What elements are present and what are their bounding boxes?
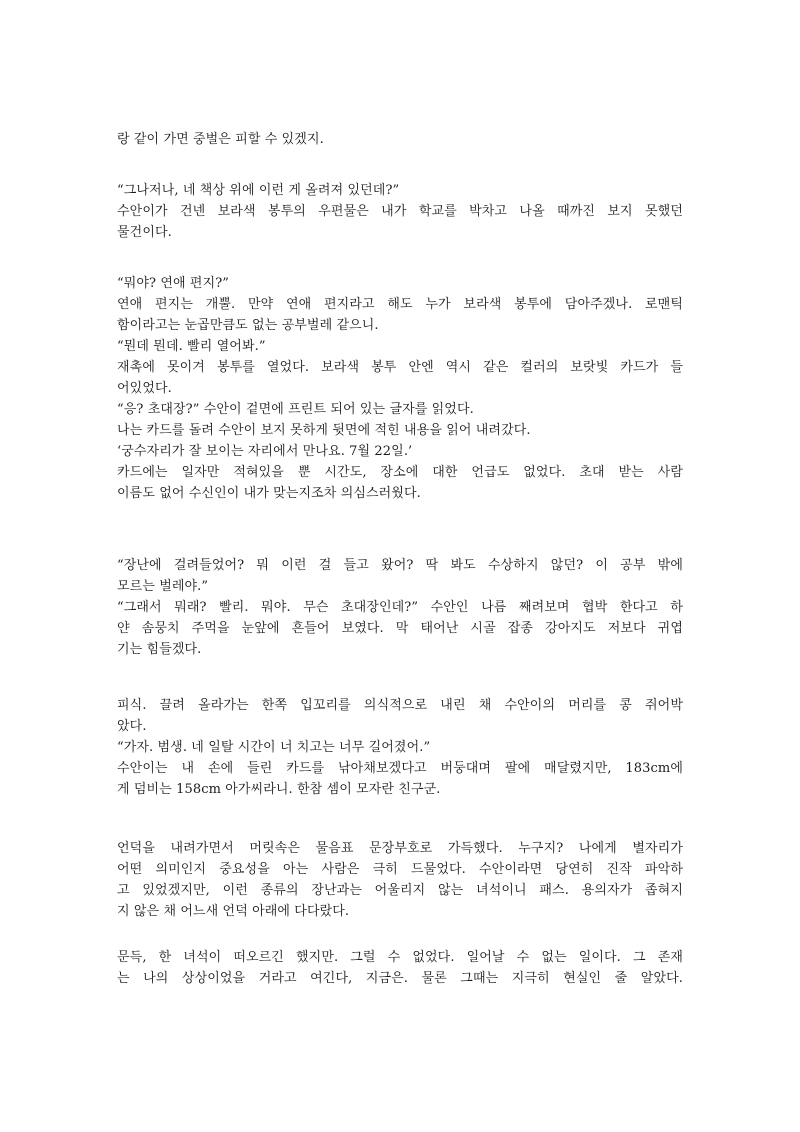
paragraph [117, 180, 683, 243]
text-line: 랑 같이 가면 중벌은 피할 수 있겠지. [117, 132, 324, 147]
text-line: 모르는 벌레야.” [117, 579, 209, 594]
text-line: 물건이다. [117, 225, 172, 240]
text-line: 피식. 끌려 올라가는 한쪽 입꼬리를 의식적으로 내린 채 수안이의 머리를 콩 쥐어박 [117, 698, 683, 713]
text-line: “장난에 걸려들었어? 뭐 이런 걸 들고 왔어? 딱 봐도 수상하지 않던? 이 공부 밖에 [117, 558, 683, 573]
text-line: 나는 카드를 돌려 수안이 보지 못하게 뒷면에 적힌 내용을 읽어 내려갔다. [117, 423, 531, 438]
text-line: 연애 편지는 개뿔. 만약 연애 편지라고 해도 누가 보라색 봉투에 담아주겠나. 로맨틱 [117, 297, 683, 312]
text-line: 카드에는 일자만 적혀있을 뿐 시간도, 장소에 대한 언급도 없었다. 초대 받는 사람 [117, 465, 683, 480]
paragraph [117, 273, 683, 504]
text-line: 수안이는 내 손에 들린 카드를 낚아채보겠다고 버둥대며 팔에 매달렸지만, 183cm에 [117, 761, 683, 776]
text-line: “그나저나, 네 책상 위에 이런 게 올려져 있던데?” [117, 183, 400, 198]
paragraph [117, 555, 683, 660]
text-line: 어있었다. [117, 381, 172, 396]
text-line: 았다. [117, 719, 147, 734]
text-line: 게 덤비는 158cm 아가씨라니. 한참 셈이 모자란 친구군. [117, 782, 441, 797]
text-line: 재촉에 못이겨 봉투를 열었다. 보라색 봉투 안엔 역시 같은 컬러의 보랏빛 카드가 들 [117, 360, 683, 375]
paragraph [117, 129, 683, 150]
text-line: “뭐야? 연애 편지?” [117, 276, 230, 291]
text-line: 언덕을 내려가면서 머릿속은 물음표 문장부호로 가득했다. 누구지? 나에게 별자리가 [117, 841, 683, 856]
paragraph [117, 695, 683, 800]
text-line: 어떤 의미인지 중요성을 아는 사람은 극히 드물었다. 수안이라면 당연히 진작 파악하 [117, 862, 683, 877]
text-line: 는 나의 상상이었을 거라고 여긴다, 지금은. 물론 그때는 지극히 현실인 줄 알았다. [117, 971, 683, 986]
text-line: 기는 힘들겠다. [117, 642, 202, 657]
text-line: 지 않은 채 어느새 언덕 아래에 다다랐다. [117, 904, 350, 919]
text-line: “가자. 범생. 네 일탈 시간이 너 치고는 너무 길어졌어.” [117, 740, 431, 755]
text-line: “뭔데 뭔데. 빨리 열어봐.” [117, 339, 266, 354]
text-line: 이름도 없어 수신인이 내가 맞는지조차 의심스러웠다. [117, 486, 421, 501]
paragraph [117, 947, 683, 989]
text-line: 얀 솜뭉치 주먹을 눈앞에 흔들어 보였다. 막 태어난 시골 잡종 강아지도 저보다 귀엽 [117, 621, 683, 636]
paragraph [117, 838, 683, 922]
text-line: 수안이가 건넨 보라색 봉투의 우편물은 내가 학교를 박차고 나올 때까진 보지 못했던 [117, 204, 683, 219]
text-line: 문득, 한 녀석이 떠오르긴 했지만. 그럴 수 없었다. 일어날 수 없는 일이다. 그 존재 [117, 950, 683, 965]
text-line: “응? 초대장?” 수안이 겉면에 프린트 되어 있는 글자를 읽었다. [117, 402, 474, 417]
text-line: 고 있었겠지만, 이런 종류의 장난과는 어울리지 않는 녀석이니 패스. 용의자가 좁혀지 [117, 883, 683, 898]
text-line: 함이라고는 눈곱만큼도 없는 공부벌레 같으니. [117, 318, 379, 333]
text-line: ‘궁수자리가 잘 보이는 자리에서 만나요. 7월 22일.’ [117, 444, 413, 459]
text-line: “그래서 뭐래? 빨리. 뭐야. 무슨 초대장인데?” 수안인 나름 째려보며 협박 한다고 하 [117, 600, 683, 615]
